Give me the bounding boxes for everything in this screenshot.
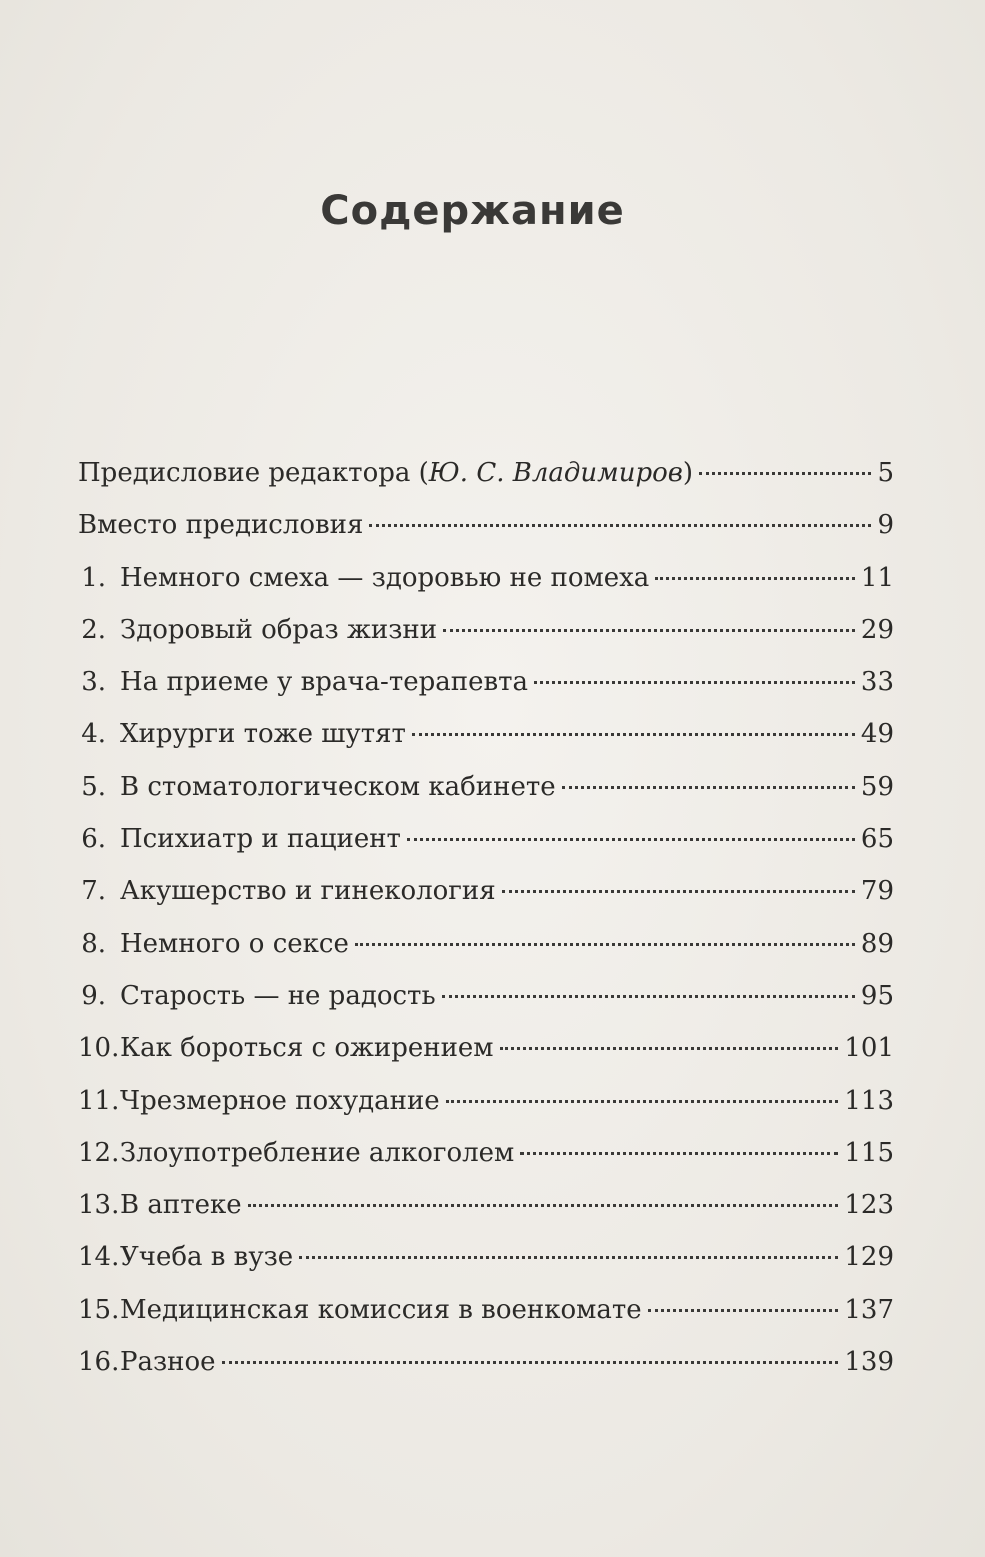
toc-entry-label: В стоматологическом кабинете: [120, 771, 556, 802]
page-title: Содержание: [320, 188, 625, 234]
dot-leader: [500, 1047, 839, 1050]
dot-leader: [502, 890, 855, 893]
toc-entry-1[interactable]: [78, 552, 894, 604]
toc-entry-11[interactable]: [78, 1075, 894, 1127]
toc-entry-8[interactable]: [78, 918, 894, 970]
dot-leader: [520, 1152, 838, 1155]
toc-entry-number: 8.: [81, 928, 106, 959]
toc-page-number: 113: [844, 1085, 894, 1116]
toc-entry-number: 13.: [78, 1190, 120, 1221]
toc-entry-label: Предисловие редактора (Ю. С. Владимиров): [78, 458, 694, 488]
toc-page-number: 95: [860, 980, 894, 1011]
toc-page-number: 29: [860, 614, 894, 645]
toc-entry-label: Психиатр и пациент: [120, 824, 401, 855]
dot-leader: [648, 1309, 839, 1312]
toc-entry-label: Медицинская комиссия в военкомате: [120, 1294, 642, 1325]
dot-leader: [355, 943, 855, 946]
dot-leader: [248, 1204, 839, 1207]
toc-entry-number: 14.: [78, 1242, 120, 1273]
dot-leader: [534, 681, 855, 684]
toc-entry-number: 12.: [78, 1137, 120, 1168]
toc-entry-13[interactable]: [78, 1179, 894, 1231]
toc-entry-9[interactable]: [78, 970, 894, 1022]
toc-entry-14[interactable]: [78, 1231, 894, 1283]
toc-entry-label: Чрезмерное похудание: [120, 1085, 440, 1116]
toc-entry-number: 3.: [81, 667, 106, 698]
toc-page-number: 137: [844, 1294, 894, 1325]
toc-entry-12[interactable]: [78, 1127, 894, 1179]
toc-page-number: 11: [860, 562, 894, 593]
dot-leader: [446, 1100, 839, 1103]
toc-page-number: 33: [860, 667, 894, 698]
toc-entry-label: Акушерство и гинекология: [120, 876, 496, 907]
toc-page-number: 65: [860, 824, 894, 855]
toc-entry-6[interactable]: [78, 813, 894, 865]
dot-leader: [699, 472, 871, 475]
toc-entry-label: Как бороться с ожирением: [120, 1033, 494, 1064]
toc-page-number: 123: [844, 1190, 894, 1221]
toc-entry-label: Старость — не радость: [120, 980, 436, 1011]
dot-leader: [442, 995, 855, 998]
toc-page-number: 79: [860, 876, 894, 907]
toc-entry-label: В аптеке: [120, 1190, 242, 1221]
toc-entry-label: На приеме у врача-терапевта: [120, 667, 528, 698]
toc-page-number: 89: [860, 928, 894, 959]
toc-entry-label: Хирурги тоже шутят: [120, 719, 406, 750]
toc-entry-number: 15.: [78, 1294, 120, 1325]
toc-page-number: 129: [844, 1242, 894, 1273]
toc-entry-number: 16.: [78, 1347, 120, 1378]
toc-page-number: 5: [877, 458, 894, 488]
toc-entry-label: Злоупотребление алкоголем: [120, 1137, 515, 1168]
toc-entry-number: 10.: [78, 1033, 120, 1064]
dot-leader: [299, 1256, 838, 1259]
toc-entry-instead-of-preface[interactable]: [78, 499, 894, 551]
toc-entry-3[interactable]: [78, 656, 894, 708]
toc-entry-15[interactable]: [78, 1284, 894, 1336]
toc-entry-10[interactable]: [78, 1022, 894, 1074]
toc-entry-number: 6.: [81, 824, 106, 855]
toc-page-number: 115: [844, 1137, 894, 1168]
toc-entry-number: 4.: [81, 719, 106, 750]
table-of-contents: [78, 447, 894, 1388]
toc-entry-label: Немного о сексе: [120, 928, 349, 959]
toc-entry-number: 2.: [81, 614, 106, 645]
toc-entry-2[interactable]: [78, 604, 894, 656]
toc-entry-label: Разное: [120, 1347, 216, 1378]
toc-entry-number: 5.: [81, 771, 106, 802]
toc-entry-label: Вместо предисловия: [78, 510, 364, 541]
toc-entry-5[interactable]: [78, 761, 894, 813]
toc-entry-label: Учеба в вузе: [120, 1242, 294, 1273]
toc-entry-16[interactable]: [78, 1336, 894, 1388]
toc-page-number: 59: [860, 771, 894, 802]
toc-entry-4[interactable]: [78, 708, 894, 760]
toc-page-number: 101: [844, 1033, 894, 1064]
toc-entry-number: 7.: [81, 876, 106, 907]
toc-page-number: 139: [844, 1347, 894, 1378]
dot-leader: [222, 1361, 839, 1364]
toc-entry-number: 11.: [78, 1085, 120, 1116]
dot-leader: [562, 786, 855, 789]
dot-leader: [369, 524, 871, 527]
dot-leader: [655, 577, 855, 580]
toc-entry-editor-preface[interactable]: [78, 447, 894, 499]
toc-entry-label: Немного смеха — здоровью не помеха: [120, 562, 650, 593]
dot-leader: [443, 629, 855, 632]
dot-leader: [412, 733, 855, 736]
toc-entry-label: Здоровый образ жизни: [120, 614, 438, 645]
toc-page-number: 9: [877, 510, 894, 541]
toc-entry-number: 1.: [81, 562, 106, 593]
toc-entry-7[interactable]: [78, 865, 894, 917]
toc-entry-number: 9.: [81, 980, 106, 1011]
toc-page-number: 49: [860, 719, 894, 750]
dot-leader: [407, 838, 855, 841]
